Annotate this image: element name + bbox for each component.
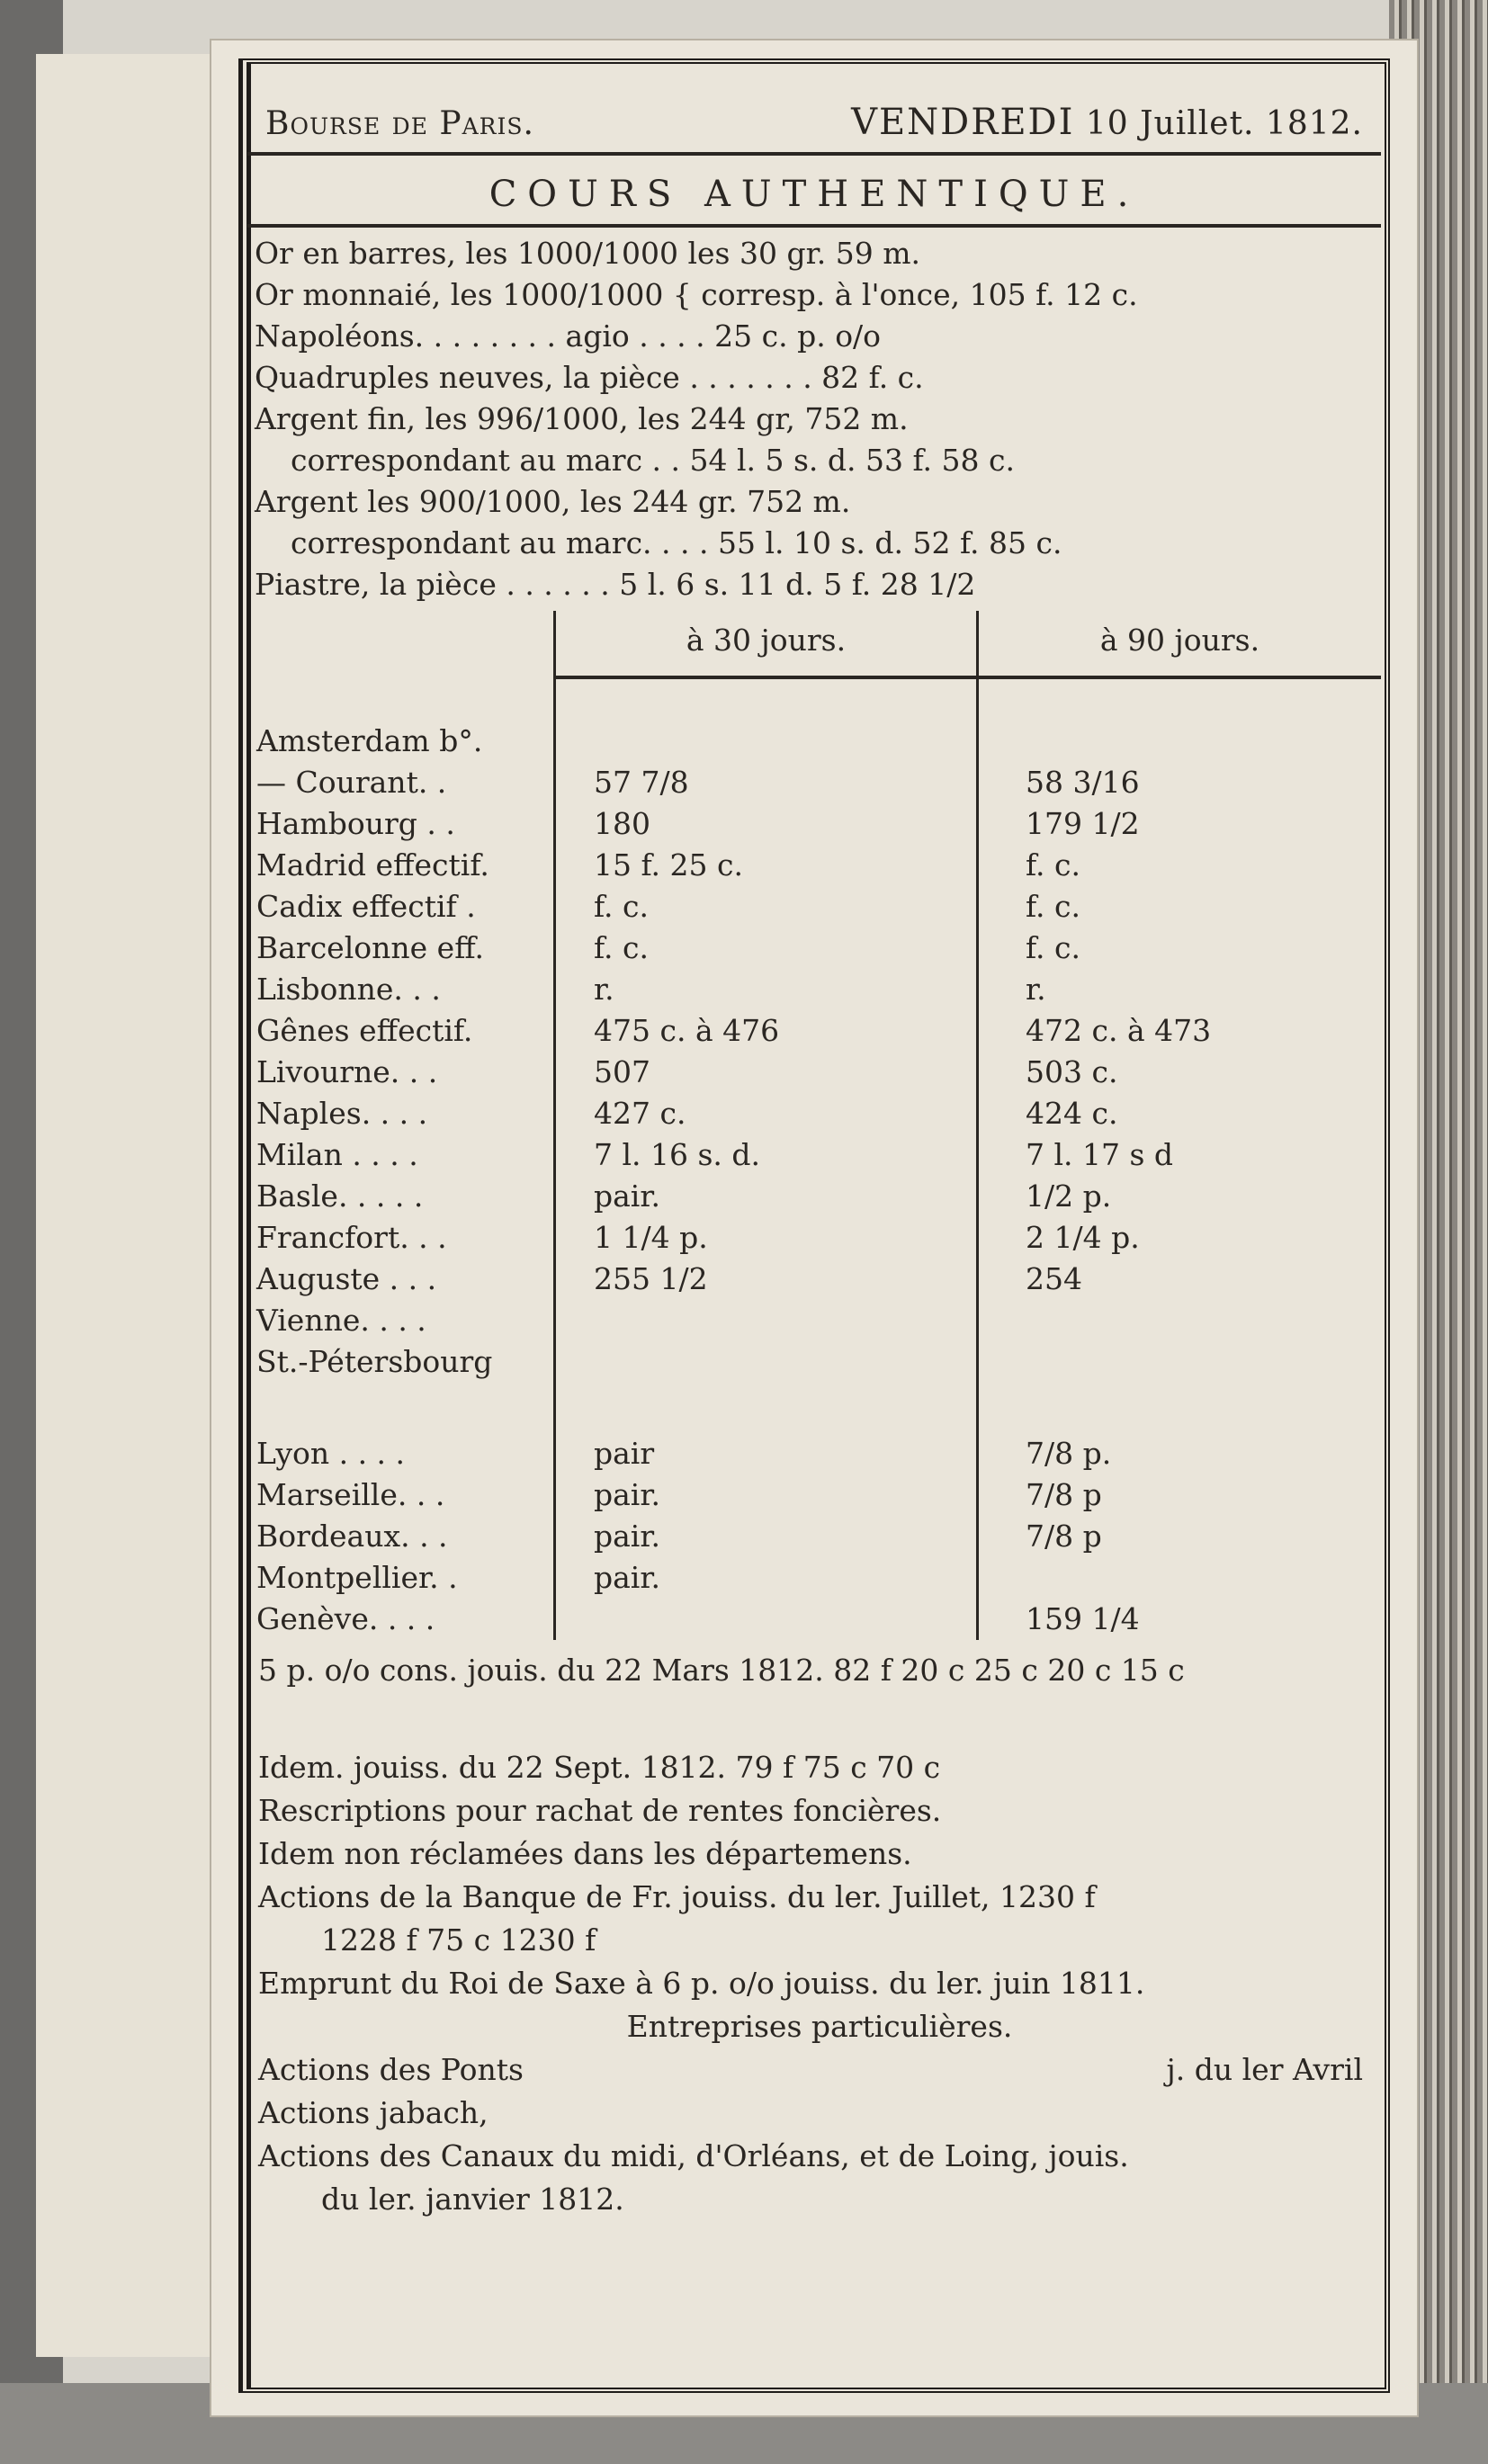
page-content	[247, 58, 1381, 2397]
rate-90: 7/8 p.	[976, 1433, 1381, 1474]
place-name: Bordeaux. . .	[256, 1519, 448, 1554]
place-name: Naples. . . .	[256, 1096, 428, 1131]
rate-30: pair.	[553, 1176, 976, 1217]
place-name: Cadix effectif .	[256, 889, 476, 924]
rate-30: 255 1/2	[553, 1259, 976, 1300]
place-name: Genève. . . .	[256, 1601, 435, 1636]
place-name: Auguste . . .	[256, 1261, 437, 1296]
fund-line: Actions jabach,	[258, 2095, 489, 2130]
rate-90: 472 c. à 473	[976, 1010, 1381, 1052]
metal-line: Argent les 900/1000, les 244 gr. 752 m.	[255, 484, 851, 519]
rate-30: r.	[553, 969, 976, 1010]
fund-line: Actions des Canaux du midi, d'Orléans, et de Loing, jouis.	[258, 2138, 1129, 2173]
rate-30: 1 1/4 p.	[553, 1217, 976, 1259]
section-heading: Entreprises particulières.	[626, 2009, 1013, 2044]
rate-90	[976, 1341, 1381, 1383]
place-name: Livourne. . .	[256, 1054, 438, 1089]
rate-30: 427 c.	[553, 1093, 976, 1134]
rate-30: pair.	[553, 1516, 976, 1557]
metals-section	[247, 233, 1381, 605]
exchange-corner	[247, 611, 553, 679]
rate-90: 159 1/4	[976, 1599, 1381, 1640]
rate-90: 424 c.	[976, 1093, 1381, 1134]
place-name: Montpellier. .	[256, 1560, 458, 1595]
rate-90: 2 1/4 p.	[976, 1217, 1381, 1259]
rate-30	[553, 1300, 976, 1341]
spacer	[258, 1692, 1381, 1746]
exchange-table	[247, 611, 1381, 1640]
metal-line: correspondant au marc. . . . 55 l. 10 s. d. 52 f. 85 c.	[291, 525, 1062, 560]
spacer	[247, 1383, 553, 1433]
rate-90	[976, 721, 1381, 762]
fund-label: Actions des Ponts	[258, 2052, 524, 2087]
rate-30	[553, 1599, 976, 1640]
rate-30: 507	[553, 1052, 976, 1093]
metal-line: Or en barres, les 1000/1000 les 30 gr. 59 m.	[255, 236, 920, 271]
document-page	[211, 40, 1417, 2415]
metal-line: Argent fin, les 996/1000, les 244 gr, 752 m.	[255, 401, 909, 436]
fund-line: 5 p. o/o cons. jouis. du 22 Mars 1812. 82 f 20 c 25 c 20 c 15 c	[258, 1653, 1185, 1688]
metal-line: Napoléons. . . . . . . . agio . . . . 25 c. p. o/o	[255, 318, 882, 354]
rate-30: 7 l. 16 s. d.	[553, 1134, 976, 1176]
spacer	[976, 679, 1381, 721]
place-name: Amsterdam b°.	[256, 723, 483, 758]
fund-line: Emprunt du Roi de Saxe à 6 p. o/o jouiss. du ler. juin 1811.	[258, 1966, 1145, 2001]
place-name: Lisbonne. . .	[256, 972, 441, 1007]
place-name: Lyon . . . .	[256, 1436, 406, 1471]
rate-30: f. c.	[553, 886, 976, 927]
rate-30: 180	[553, 803, 976, 845]
header-day: VENDREDI	[851, 102, 1075, 143]
col-header-90: à 90 jours.	[976, 611, 1381, 679]
place-name: Basle. . . . .	[256, 1178, 424, 1214]
rate-90: 7/8 p	[976, 1474, 1381, 1516]
fund-line: 1228 f 75 c 1230 f	[321, 1922, 596, 1958]
fund-line	[258, 2048, 1381, 2092]
metal-line: Or monnaié, les 1000/1000 { corresp. à l'once, 105 f. 12 c.	[255, 277, 1138, 312]
rate-30	[553, 721, 976, 762]
rate-30: 475 c. à 476	[553, 1010, 976, 1052]
rate-90: f. c.	[976, 886, 1381, 927]
page-title: COURS AUTHENTIQUE.	[247, 156, 1381, 228]
fund-line: Idem. jouiss. du 22 Sept. 1812. 79 f 75 c 70 c	[258, 1750, 941, 1785]
rate-30: 15 f. 25 c.	[553, 845, 976, 886]
spacer	[553, 679, 976, 721]
place-name: Madrid effectif.	[256, 847, 489, 883]
place-name: Hambourg . .	[256, 806, 455, 841]
rate-30: f. c.	[553, 927, 976, 969]
header-left: Bourse de Paris.	[265, 105, 534, 142]
page-header	[247, 58, 1381, 156]
metal-line: correspondant au marc . . 54 l. 5 s. d. 53 f. 58 c.	[291, 443, 1015, 478]
place-name: Vienne. . . .	[256, 1303, 426, 1338]
rate-30: pair.	[553, 1474, 976, 1516]
rate-90: f. c.	[976, 927, 1381, 969]
rate-90: 7/8 p	[976, 1516, 1381, 1557]
rate-30: 57 7/8	[553, 762, 976, 803]
place-name: Marseille. . .	[256, 1477, 445, 1512]
place-name: St.-Pétersbourg	[256, 1344, 493, 1379]
rate-90	[976, 1300, 1381, 1341]
rate-90: 7 l. 17 s d	[976, 1134, 1381, 1176]
rate-90: 254	[976, 1259, 1381, 1300]
metal-line: Piastre, la pièce . . . . . . 5 l. 6 s. 11 d. 5 f. 28 1/2	[255, 567, 976, 602]
rate-30: pair	[553, 1433, 976, 1474]
metal-line: Quadruples neuves, la pièce . . . . . . . 82 f. c.	[255, 360, 924, 395]
place-name: Barcelonne eff.	[256, 930, 484, 965]
col-header-30: à 30 jours.	[553, 611, 976, 679]
fund-line: Idem non réclamées dans les départemens.	[258, 1836, 912, 1871]
place-name: Milan . . . .	[256, 1137, 418, 1172]
funds-section	[247, 1649, 1381, 2221]
rate-90: f. c.	[976, 845, 1381, 886]
fund-line: Rescriptions pour rachat de rentes foncières.	[258, 1793, 942, 1828]
rate-30: pair.	[553, 1557, 976, 1599]
rate-90	[976, 1557, 1381, 1599]
header-date	[851, 102, 1363, 143]
rate-30	[553, 1341, 976, 1383]
spacer	[247, 679, 553, 721]
place-name: — Courant. .	[256, 765, 447, 800]
rate-90: 1/2 p.	[976, 1176, 1381, 1217]
spacer	[553, 1383, 976, 1433]
rate-90: 179 1/2	[976, 803, 1381, 845]
header-date-text: 10 Juillet. 1812.	[1085, 105, 1363, 142]
fund-line: du ler. janvier 1812.	[321, 2182, 624, 2217]
fund-line: Actions de la Banque de Fr. jouiss. du ler. Juillet, 1230 f	[258, 1879, 1096, 1914]
rate-90: r.	[976, 969, 1381, 1010]
fund-date: j. du ler Avril	[1166, 2052, 1363, 2087]
place-name: Francfort. . .	[256, 1220, 447, 1255]
facing-page	[36, 54, 218, 2357]
place-name: Gênes effectif.	[256, 1013, 473, 1048]
spacer	[976, 1383, 1381, 1433]
rate-90: 503 c.	[976, 1052, 1381, 1093]
rate-90: 58 3/16	[976, 762, 1381, 803]
